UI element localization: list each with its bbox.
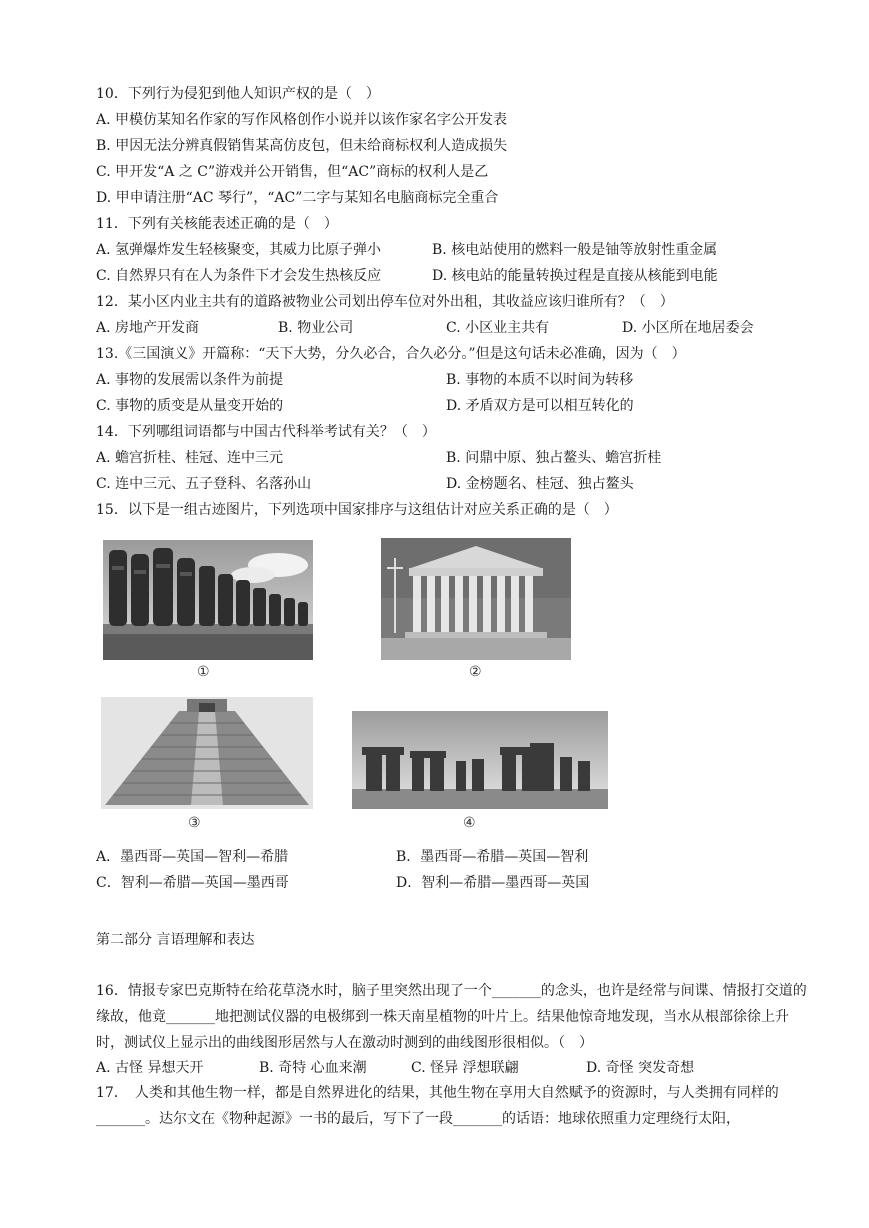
q15-stem: 15．以下是一组古迹图片，下列选项中国家排序与这组估计对应关系正确的是（ ） xyxy=(96,502,618,518)
parthenon-image xyxy=(381,538,571,660)
photo-caption-1: ① xyxy=(197,664,210,680)
q13-option-c: C. 事物的质变是从量变开始的 xyxy=(96,398,284,414)
q16-option-d: D. 奇怪 突发奇想 xyxy=(586,1060,695,1076)
q10-option-b: B. 甲因无法分辨真假销售某高仿皮包，但未给商标权利人造成损失 xyxy=(96,138,508,154)
q16-option-c: C. 怪异 浮想联翩 xyxy=(411,1060,519,1076)
q15-option-b: B．墨西哥—希腊—英国—智利 xyxy=(396,849,589,865)
photo-caption-2: ② xyxy=(469,664,482,680)
photo-caption-4: ④ xyxy=(463,815,476,831)
photo-parthenon xyxy=(381,538,571,660)
q11-option-a: A. 氢弹爆炸发生轻核聚变，其威力比原子弹小 xyxy=(96,242,382,258)
q15-option-d: D．智利—希腊—墨西哥—英国 xyxy=(396,875,590,891)
q11-option-d: D. 核电站的能量转换过程是直接从核能到电能 xyxy=(432,268,718,284)
q16-option-a: A. 古怪 异想天开 xyxy=(96,1060,204,1076)
moai-image xyxy=(103,540,313,660)
photo-moai xyxy=(103,540,313,660)
q10-option-c: C. 甲开发“A 之 C”游戏并公开销售，但“AC”商标的权利人是乙 xyxy=(96,164,489,180)
q14-option-c: C. 连中三元、五子登科、名落孙山 xyxy=(96,476,312,492)
photo-caption-3: ③ xyxy=(188,815,201,831)
q12-option-a: A. 房地产开发商 xyxy=(96,320,200,336)
q13-option-b: B. 事物的本质不以时间为转移 xyxy=(446,372,634,388)
q10-option-a: A. 甲模仿某知名作家的写作风格创作小说并以该作家名字公开发表 xyxy=(96,112,508,128)
q12-option-b: B. 物业公司 xyxy=(278,320,354,336)
q14-option-b: B. 问鼎中原、独占鳌头、蟾宫折桂 xyxy=(446,450,662,466)
stonehenge-image xyxy=(352,711,608,809)
q16-option-b: B. 奇特 心血来潮 xyxy=(259,1060,367,1076)
q12-stem: 12．某小区内业主共有的道路被物业公司划出停车位对外出租，其收益应该归谁所有？（ ） xyxy=(96,294,674,310)
pyramid-image xyxy=(101,697,313,809)
q14-option-d: D. 金榜题名、桂冠、独占鳌头 xyxy=(446,476,634,492)
q11-option-c: C. 自然界只有在人为条件下才会发生热核反应 xyxy=(96,268,382,284)
q16-text: 16．情报专家巴克斯特在给花草浇水时，脑子里突然出现了一个_______的念头，也许是经常与间谍、情报打交道的缘故，他竟_______地把测试仪器的电极绑到一株天南星植物的叶片上。结果他惊奇地发现，当水从根部徐徐上升时，测试仪上显示出的曲线图形居然与人在激动时测到的曲线图形很相似。（ ） xyxy=(96,983,807,1051)
q10-option-d: D. 甲申请注册“AC 琴行”，“AC”二字与某知名电脑商标完全重合 xyxy=(96,190,499,206)
q15-option-a: A．墨西哥—英国—智利—希腊 xyxy=(96,849,289,865)
q12-option-c: C. 小区业主共有 xyxy=(446,320,550,336)
q12-option-d: D. 小区所在地居委会 xyxy=(622,320,754,336)
section-title: 第二部分 言语理解和表达 xyxy=(96,932,255,948)
q14-option-a: A. 蟾宫折桂、桂冠、连中三元 xyxy=(96,450,284,466)
q11-stem: 11．下列有关核能表述正确的是（ ） xyxy=(96,216,338,232)
photo-stonehenge xyxy=(352,711,608,809)
q14-stem: 14．下列哪组词语都与中国古代科举考试有关？（ ） xyxy=(96,424,436,440)
q13-option-d: D. 矛盾双方是可以相互转化的 xyxy=(446,398,634,414)
q15-option-c: C．智利—希腊—英国—墨西哥 xyxy=(96,875,289,891)
photo-pyramid xyxy=(101,697,313,809)
q10-stem: 10．下列行为侵犯到他人知识产权的是（ ） xyxy=(96,86,380,102)
q17-text: 17． 人类和其他生物一样，都是自然界进化的结果，其他生物在享用大自然赋予的资源时，与人类拥有同样的_______。达尔文在《物种起源》一书的最后，写下了一段_______的话语：地球依照重力定理绕行太阳， xyxy=(96,1085,779,1127)
q13-option-a: A. 事物的发展需以条件为前提 xyxy=(96,372,284,388)
q11-option-b: B. 核电站使用的燃料一般是铀等放射性重金属 xyxy=(432,242,718,258)
q13-stem: 13.《三国演义》开篇称：“天下大势，分久必合，合久必分。”但是这句话未必准确，因为（ ） xyxy=(96,346,686,362)
